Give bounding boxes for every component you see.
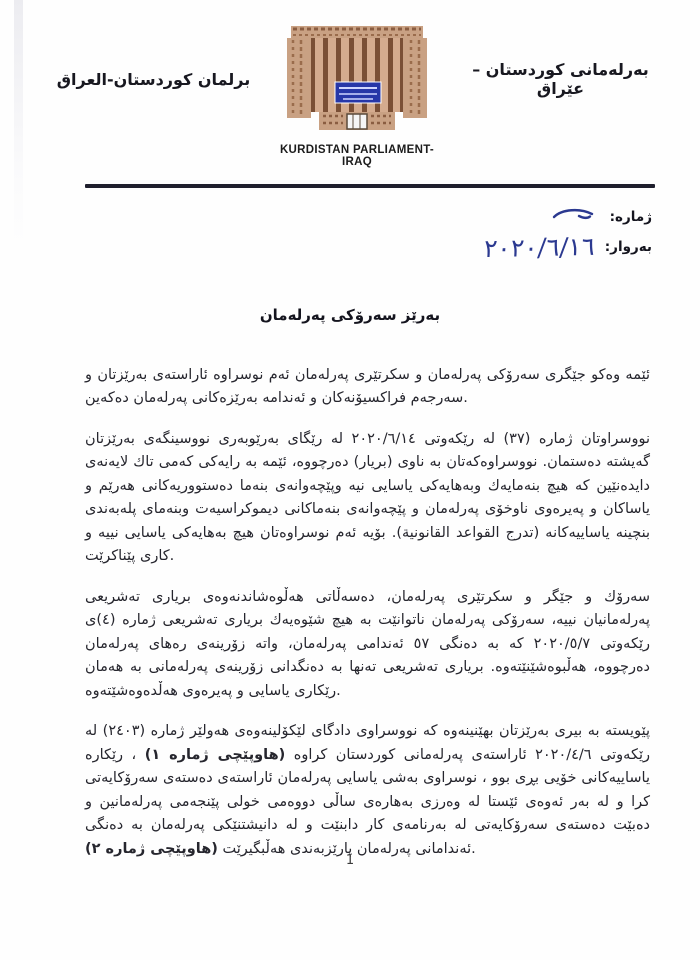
paragraph-4-text: پێویستە بە بیری بەرێزتان بهێنینەوە كە نووسراوی دادگای لێكۆلینەوەی هەولێر ژمارە (٢٤٠٣) لە رێكەوتی ٢٠٢٠/٤/٦ ئاراستەی پەرلەمانی كوردستان كراوە bbox=[85, 723, 650, 763]
letterhead bbox=[0, 0, 700, 168]
logo-caption: KURDISTAN PARLIAMENT-IRAQ bbox=[279, 144, 435, 168]
handwritten-date: ٢٠٢٠/٦/١٦ bbox=[482, 231, 596, 263]
attachment-2-reference: (هاوپێچی ژمارە ٢) bbox=[85, 840, 218, 857]
number-label: ژمارە: bbox=[609, 209, 652, 225]
logo-block bbox=[267, 24, 447, 168]
letter-body bbox=[85, 364, 650, 861]
reference-number-row bbox=[0, 202, 652, 232]
reference-date-row bbox=[0, 232, 652, 262]
date-label: بەروار: bbox=[604, 239, 652, 255]
handwritten-number-mark bbox=[550, 206, 596, 222]
paragraph-4-text-continued: ، رێكارە یاساییەكانی خۆیی بڕی بوو ، نوسراوی بەشی یاسایی پەرلەمان ئاراستەی دەستەی سەرۆكایەتی كرا و لە بەر ئەوەی ئێستا لە وەرزی بەهارەی ساڵی دووەمی خولی پێنجەمی پەرلەمانین و دەبێت دەستەی سەرۆكایەتی لە بەرنامەی كار دابنێت و لە دانیشتنێكی پەرلەمان بە دەنگی ئەندامانی پەرلەمان پارێزبەندی هەڵبگیرێت bbox=[85, 746, 650, 857]
parliament-building-logo bbox=[281, 24, 433, 136]
page-number: 1 bbox=[345, 853, 355, 868]
paragraph-2: نووسراوتان ژمارە (٣٧) لە رێكەوتی ٢٠٢٠/٦/١٤ لە رێگای بەرێوبەری نووسینگەی بەرێزتان گەیشتە دەستمان. نووسراوەكەتان بە ناوی (بریار) دەرچووە، ئێمە بە رایەكی كەمی تاك لایەنەی دایدەنێین كە هیچ بنەمایەك وبەهایەكی یاسایی نیە وپێچەوانەی بنەما دەستووریەكانی هەرێم و یاساكان و پەیرەوی ناوخۆی پەرلەمان و پێچەوانەی بنەماكانی دیموكراسیەت وبنەمای پلەبەندی بنچینە یاساییەكانە (تدرج القواعد القانونية). بۆیە ئەم نوسراوەتان هیچ بەهایەكی یاسایی نییە و كاری پێناكرێت. bbox=[85, 430, 650, 565]
salutation: بەرێز سەرۆكی پەرلەمان bbox=[259, 306, 441, 324]
attachment-1-reference: (هاوپێچی ژمارە ١) bbox=[144, 746, 286, 763]
paragraph-3: سەرۆك و جێگر و سكرتێری پەرلەمان، دەسەڵاتی هەڵوەشاندنەوەی بریاری تەشریعی پەرلەمانیان نییە، سەرۆكی پەرلەمان ناتوانێت بە هیچ شێوەیەك بریاری تەشریعی ژمارە (٤)ی رێكەوتی ٢٠٢٠/٥/٧ كە بە دەنگی ٥٧ ئەندامی پەرلەمان، واتە زۆرینەی رەهای پەرلەمان دەرچووە، هەڵبوەشێنێتەوە. بریاری تەشریعی تەنها بە دەنگدانی زۆرینەی پەرلەمانی بە هەمان رێكاری یاسایی و پەیرەوی هەڵدەوەشێتەوە. bbox=[85, 588, 650, 699]
paragraph-4 bbox=[85, 720, 650, 861]
paragraph-1: ئێمە وەكو جێگری سەرۆكی پەرلەمان و سكرتێری پەرلەمان ئەم نوسراوە ئاراستەی بەرێزتان و سەرجەم فراكسیۆنەكان و ئەندامە بەرێزەكانی پەرلەمان دەكەین. bbox=[85, 367, 650, 407]
letterhead-title-kurdish: بەرلەمانی كوردستان – عێراق bbox=[472, 60, 649, 98]
letterhead-title-arabic: برلمان كوردستان-العراق bbox=[56, 69, 251, 89]
paragraph-4-period: . bbox=[471, 840, 476, 857]
reference-block bbox=[0, 188, 700, 262]
